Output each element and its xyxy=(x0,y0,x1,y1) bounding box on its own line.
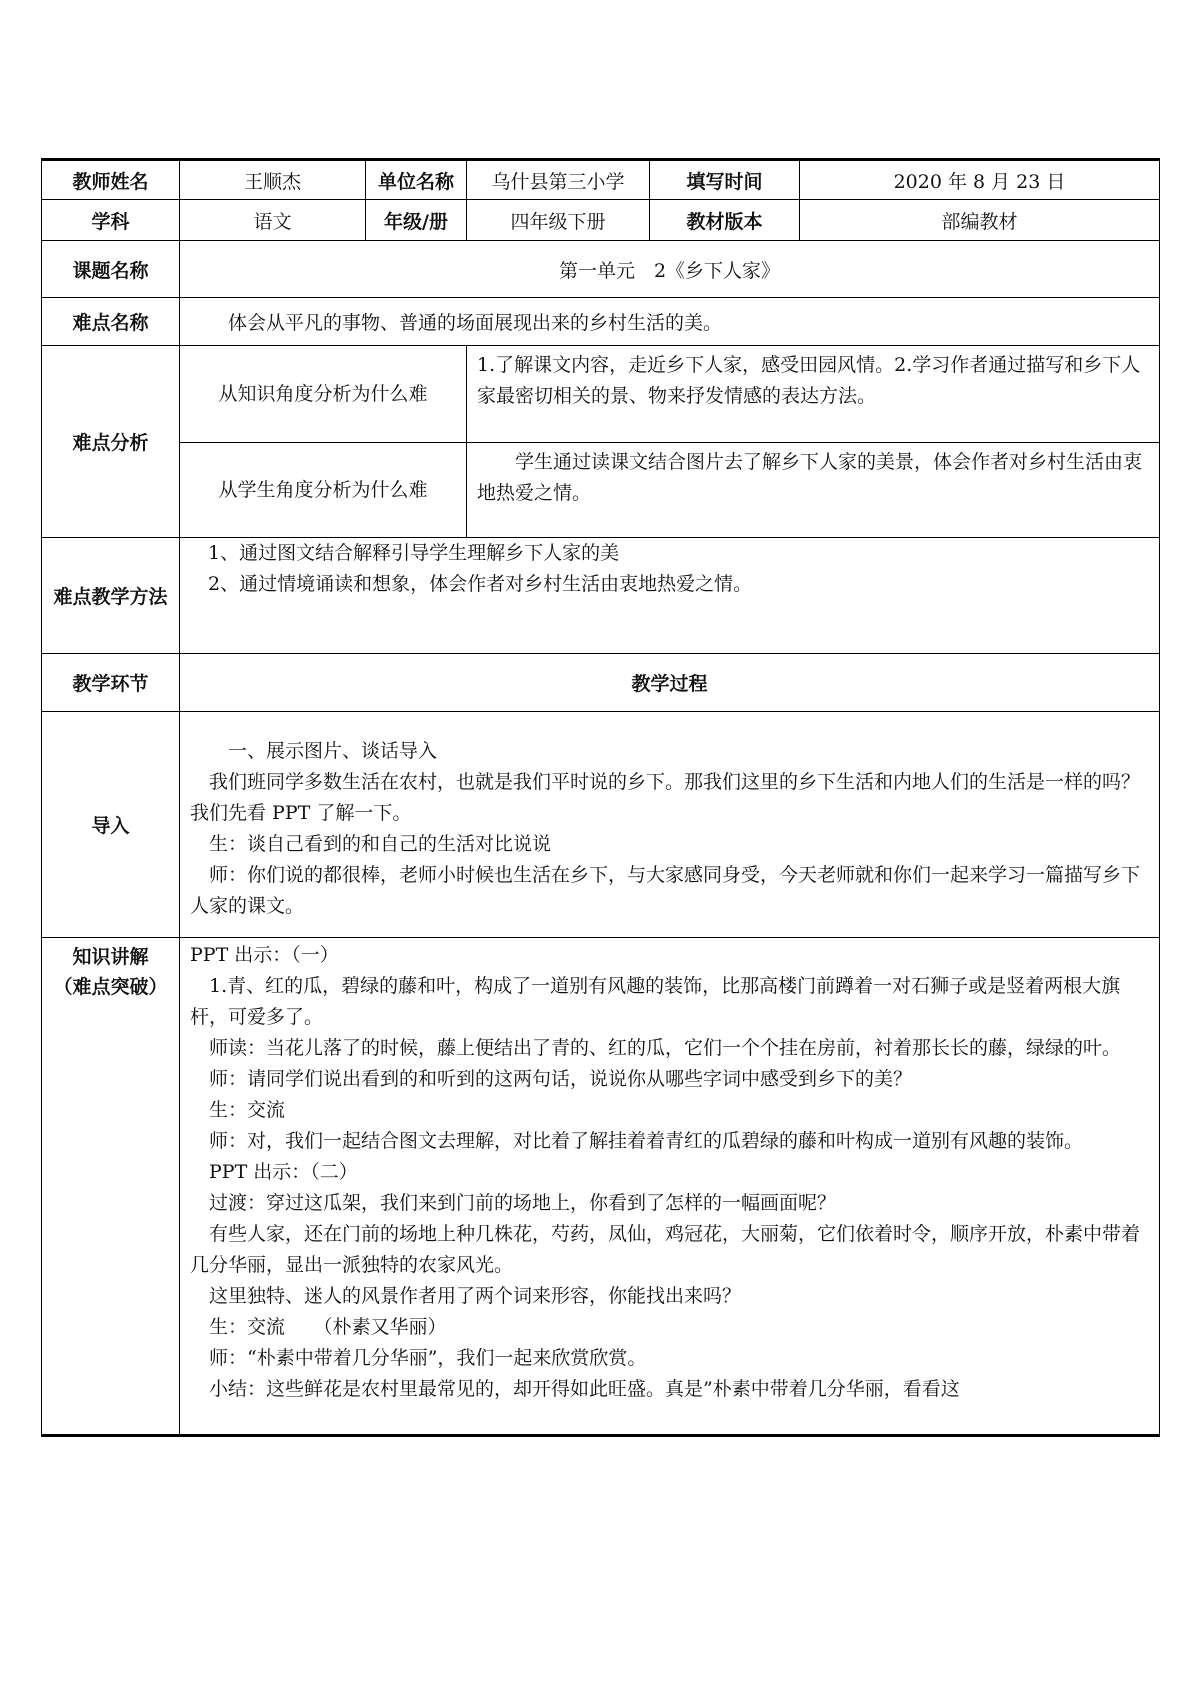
knowledge-line: 小结：这些鲜花是农村里最常见的，却开得如此旺盛。真是”朴素中带着几分华丽，看看这 xyxy=(209,1378,960,1400)
knowledge-line: PPT 出示：（二） xyxy=(209,1161,358,1183)
knowledge-line: 师：对，我们一起结合图文去理解，对比着了解挂着着青红的瓜碧绿的藤和叶构成一道别有风趣的装饰。 xyxy=(209,1130,1084,1152)
difficulty-row xyxy=(42,298,1160,346)
process-header-row xyxy=(42,654,1160,712)
knowledge-line: PPT 出示：（一） xyxy=(190,944,339,966)
intro-label: 导入 xyxy=(42,712,180,938)
method-line: 1、通过图文结合解释引导学生理解乡下人家的美 xyxy=(208,542,620,564)
knowledge-line: 1.青、红的瓜，碧绿的藤和叶，构成了一道别有风趣的装饰，比那高楼门前蹲着一对石狮子或是竖着两根大旗杆，可爱多了。 xyxy=(190,975,1121,1028)
header-row-2 xyxy=(42,200,1160,241)
student-angle-label: 从学生角度分析为什么难 xyxy=(180,443,467,538)
process-stage-label: 教学环节 xyxy=(42,654,180,712)
topic-label: 课题名称 xyxy=(42,241,180,298)
knowledge-line: 这里独特、迷人的风景作者用了两个词来形容，你能找出来吗？ xyxy=(209,1285,742,1307)
knowledge-label xyxy=(42,938,180,1436)
unit-value: 乌什县第三小学 xyxy=(467,160,650,200)
analysis-label: 难点分析 xyxy=(42,346,180,538)
date-value: 2020 年 8 月 23 日 xyxy=(800,160,1160,200)
intro-line: 我们班同学多数生活在农村，也就是我们平时说的乡下。那我们这里的乡下生活和内地人们的生活是一样的吗？我们先看 PPT 了解一下。 xyxy=(190,771,1141,824)
grade-value: 四年级下册 xyxy=(467,200,650,241)
knowledge-row xyxy=(42,938,1160,1436)
method-text xyxy=(180,538,1160,654)
topic-row xyxy=(42,241,1160,298)
method-label: 难点教学方法 xyxy=(42,538,180,654)
teacher-value: 王顺杰 xyxy=(180,160,366,200)
method-row xyxy=(42,538,1160,654)
knowledge-label-line2: （难点突破） xyxy=(53,976,168,998)
knowledge-line: 过渡：穿过这瓜架，我们来到门前的场地上，你看到了怎样的一幅画面呢？ xyxy=(209,1192,837,1214)
analysis-row-knowledge xyxy=(42,346,1160,443)
edition-value: 部编教材 xyxy=(800,200,1160,241)
intro-line: 生：谈自己看到的和自己的生活对比说说 xyxy=(209,833,552,855)
knowledge-label-line1: 知识讲解 xyxy=(72,946,149,968)
analysis-row-student xyxy=(42,443,1160,538)
lesson-plan-table xyxy=(41,158,1160,1437)
student-angle-paragraph: 学生通过读课文结合图片去了解乡下人家的美景，体会作者对乡村生活由衷地热爱之情。 xyxy=(477,451,1143,504)
unit-label: 单位名称 xyxy=(366,160,467,200)
knowledge-line: 有些人家，还在门前的场地上种几株花，芍药，凤仙，鸡冠花，大丽菊，它们依着时令，顺序开放，朴素中带着几分华丽，显出一派独特的农家风光。 xyxy=(190,1223,1141,1276)
header-row-1 xyxy=(42,160,1160,200)
difficulty-label: 难点名称 xyxy=(42,298,180,346)
knowledge-line: 师：请同学们说出看到的和听到的这两句话，说说你从哪些字词中感受到乡下的美？ xyxy=(209,1068,913,1090)
intro-row xyxy=(42,712,1160,938)
grade-label: 年级/册 xyxy=(366,200,467,241)
knowledge-line: 师：“朴素中带着几分华丽”，我们一起来欣赏欣赏。 xyxy=(209,1347,647,1369)
knowledge-text xyxy=(180,938,1160,1436)
subject-label: 学科 xyxy=(42,200,180,241)
knowledge-line: 师读：当花儿落了的时候，藤上便结出了青的、红的瓜，它们一个个挂在房前，衬着那长长的藤，绿绿的叶。 xyxy=(209,1037,1122,1059)
student-angle-text xyxy=(467,443,1160,538)
intro-text xyxy=(180,712,1160,938)
method-line: 2、通过情境诵读和想象，体会作者对乡村生活由衷地热爱之情。 xyxy=(208,573,753,595)
knowledge-line: 生：交流 xyxy=(209,1099,286,1121)
knowledge-angle-paragraph: 1.了解课文内容，走近乡下人家，感受田园风情。2.学习作者通过描写和乡下人家最密切相关的景、物来抒发情感的表达方法。 xyxy=(477,354,1141,407)
topic-value: 第一单元 2《乡下人家》 xyxy=(180,241,1160,298)
process-title: 教学过程 xyxy=(180,654,1160,712)
date-label: 填写时间 xyxy=(650,160,800,200)
intro-line: 师：你们说的都很棒，老师小时候也生活在乡下，与大家感同身受，今天老师就和你们一起来学习一篇描写乡下人家的课文。 xyxy=(190,864,1141,917)
knowledge-angle-text xyxy=(467,346,1160,443)
intro-line: 一、展示图片、谈话导入 xyxy=(228,740,438,762)
knowledge-line: 生：交流 （朴素又华丽） xyxy=(209,1316,447,1338)
subject-value: 语文 xyxy=(180,200,366,241)
knowledge-angle-label: 从知识角度分析为什么难 xyxy=(180,346,467,443)
difficulty-value: 体会从平凡的事物、普通的场面展现出来的乡村生活的美。 xyxy=(180,298,1160,346)
edition-label: 教材版本 xyxy=(650,200,800,241)
teacher-label: 教师姓名 xyxy=(42,160,180,200)
